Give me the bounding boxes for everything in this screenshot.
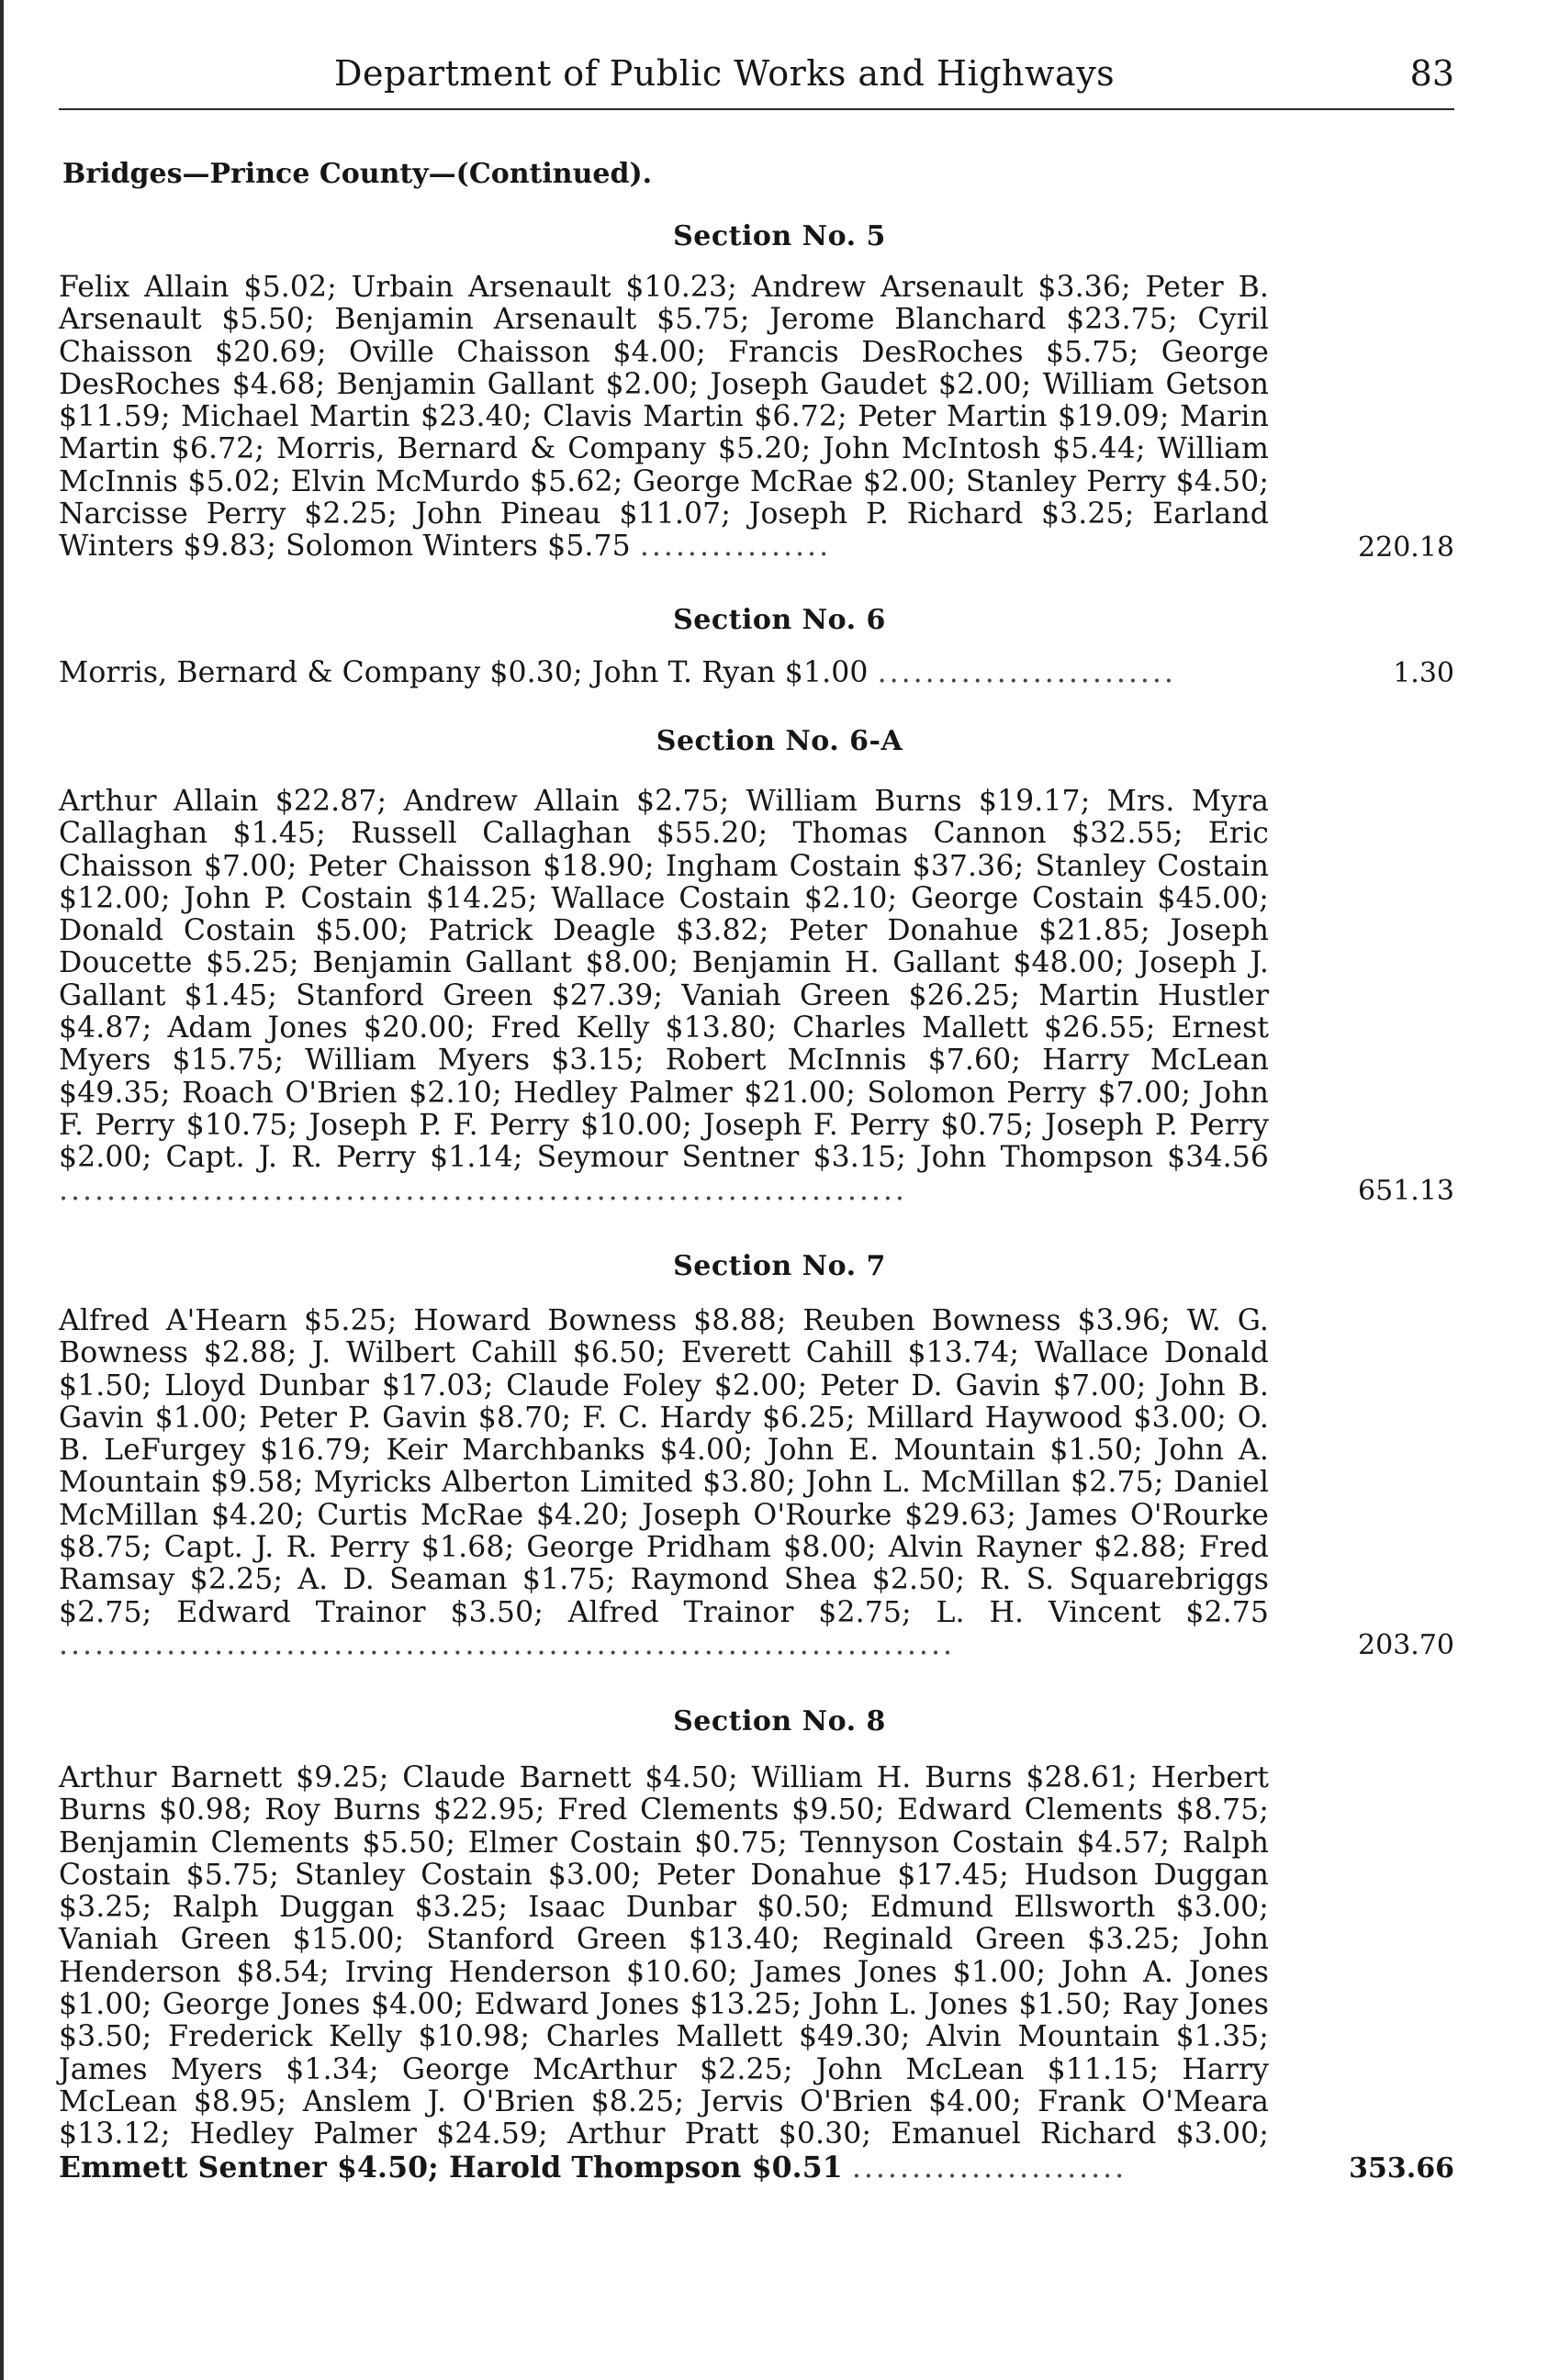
dot-leader: ....................... [851,2151,1127,2184]
section-6a-payees: Arthur Allain $22.87; Andrew Allain $2.75; William Burns $19.17; Mrs. Myra Callaghan $1.45; Russell Callaghan $55.20; Thomas Cannon $32.55; Eric Chaisson $7.00; Peter Chaisson $18.90; Ingham Costain $37.36; Stanley Costain $12.00; John P. Costain $14.25; Wallace Costain $2.10; George Costain $45.00; Donald Costain $5.00; Patrick Deagle $3.82; Peter Donahue $21.85; Joseph Doucette $5.25; Benjamin Gallant $8.00; Benjamin H. Gallant $48.00; Joseph J. Gallant $1.45; Stanford Green $27.39; Vaniah Green $26.25; Martin Hustler $4.87; Adam Jones $20.00; Fred Kelly $13.80; Charles Mallett $26.55; Ernest Myers $15.75; William Myers $3.15; Robert McInnis $7.60; Harry McLean $49.35; Roach O'Brien $2.10; Hedley Palmer $21.00; Solomon Perry $7.00; John F. Perry $10.75; Joseph P. F. Perry $10.00; Joseph F. Perry $0.75; Joseph P. Perry $2.00; Capt. J. R. Perry $1.14; Seymour Sentner $3.15; John Thompson $34.56 [59,785,1269,1175]
header-rule [59,108,1454,110]
section-7-text [59,1305,1269,1661]
section-5-payees: Felix Allain $5.02; Urbain Arsenault $10.23; Andrew Arsenault $3.36; Peter B. Arsenault $5.50; Benjamin Arsenault $5.75; Jerome Blanchard $23.75; Cyril Chaisson $20.69; Oville Chaisson $4.00; Francis DesRoches $5.75; George DesRoches $4.68; Benjamin Gallant $2.00; Joseph Gaudet $2.00; William Getson $11.59; Michael Martin $23.40; Clavis Martin $6.72; Peter Martin $19.09; Marin Martin $6.72; Morris, Bernard & Company $5.20; John McIntosh $5.44; William McInnis $5.02; Elvin McMurdo $5.62; George McRae $2.00; Stanley Perry $4.50; Narcisse Perry $2.25; John Pineau $11.07; Joseph P. Richard $3.25; Earland Winters $9.83; Solomon Winters $5.75 [59,271,1269,564]
section-heading-5: Section No. 5 [673,220,886,252]
dot-leader: ....................................................................... [59,1173,907,1207]
dot-leader: ......................... [877,656,1176,689]
page-edge-shadow [0,0,4,2380]
section-heading-6: Section No. 6 [673,604,886,636]
section-5-text [59,272,1269,564]
section-8-payees: Arthur Barnett $9.25; Claude Barnett $4.50; William H. Burns $28.61; Herbert Burns $0.98; Roy Burns $22.95; Fred Clements $9.50; Edward Clements $8.75; Benjamin Clements $5.50; Elmer Costain $0.75; Tennyson Costain $4.57; Ralph Costain $5.75; Stanley Costain $3.00; Peter Donahue $17.45; Hudson Duggan $3.25; Ralph Duggan $3.25; Isaac Dunbar $0.50; Edmund Ellsworth $3.00; Vaniah Green $15.00; Stanford Green $13.40; Reginald Green $3.25; John Henderson $8.54; Irving Henderson $10.60; James Jones $1.00; John A. Jones $1.00; George Jones $4.00; Edward Jones $13.25; John L. Jones $1.50; Ray Jones $3.50; Frederick Kelly $10.98; Charles Mallett $49.30; Alvin Mountain $1.35; James Myers $1.34; George McArthur $2.25; John McLean $11.15; Harry McLean $8.95; Anslem J. O'Brien $8.25; Jervis O'Brien $4.00; Frank O'Meara $13.12; Hedley Palmer $24.59; Arthur Pratt $0.30; Emanuel Richard $3.00; [59,1761,1269,2151]
section-8-text [59,1762,1269,2184]
section-heading-8: Section No. 8 [673,1705,886,1738]
section-heading-7: Section No. 7 [673,1250,886,1282]
subheading: Bridges—Prince County—(Continued). [62,158,653,190]
section-8-bold-tail: Emmett Sentner $4.50; Harold Thompson $0.51 [59,2150,843,2184]
running-header [59,53,1454,101]
section-7-entry [59,1305,1454,1661]
section-5-total: 220.18 [1358,531,1454,564]
section-8-entry [59,1762,1454,2184]
section-6-entry [59,657,1454,689]
section-6-payees: Morris, Bernard & Company $0.30; John T. Ryan $1.00 [59,656,869,689]
section-6a-entry [59,786,1454,1207]
section-8-total: 353.66 [1349,2151,1454,2184]
section-7-payees: Alfred A'Hearn $5.25; Howard Bowness $8.88; Reuben Bowness $3.96; W. G. Bowness $2.88; J. Wilbert Cahill $6.50; Everett Cahill $13.74; Wallace Donald $1.50; Lloyd Dunbar $17.03; Claude Foley $2.00; Peter D. Gavin $7.00; John B. Gavin $1.00; Peter P. Gavin $8.70; F. C. Hardy $6.25; Millard Haywood $3.00; O. B. LeFurgey $16.79; Keir Marchbanks $4.00; John E. Mountain $1.50; John A. Mountain $9.58; Myricks Alberton Limited $3.80; John L. McMillan $2.75; Daniel McMillan $4.20; Curtis McRae $4.20; Joseph O'Rourke $29.63; James O'Rourke $8.75; Capt. J. R. Perry $1.68; George Pridham $8.00; Alvin Rayner $2.88; Fred Ramsay $2.25; A. D. Seaman $1.75; Raymond Shea $2.50; R. S. Squarebriggs $2.75; Edward Trainor $3.50; Alfred Trainor $2.75; L. H. Vincent $2.75 [59,1304,1269,1629]
running-title: Department of Public Works and Highways [334,53,1116,94]
dot-leader: ........................................................................... [59,1627,955,1661]
section-heading-6a: Section No. 6-A [656,725,903,757]
section-6a-total: 651.13 [1358,1174,1454,1207]
page-number: 83 [1409,53,1454,94]
section-7-total: 203.70 [1358,1629,1454,1662]
section-5-entry [59,272,1454,564]
section-6-total: 1.30 [1393,657,1454,690]
section-6a-text [59,786,1269,1207]
dot-leader: ................ [639,530,832,564]
section-6-text [59,657,1269,689]
